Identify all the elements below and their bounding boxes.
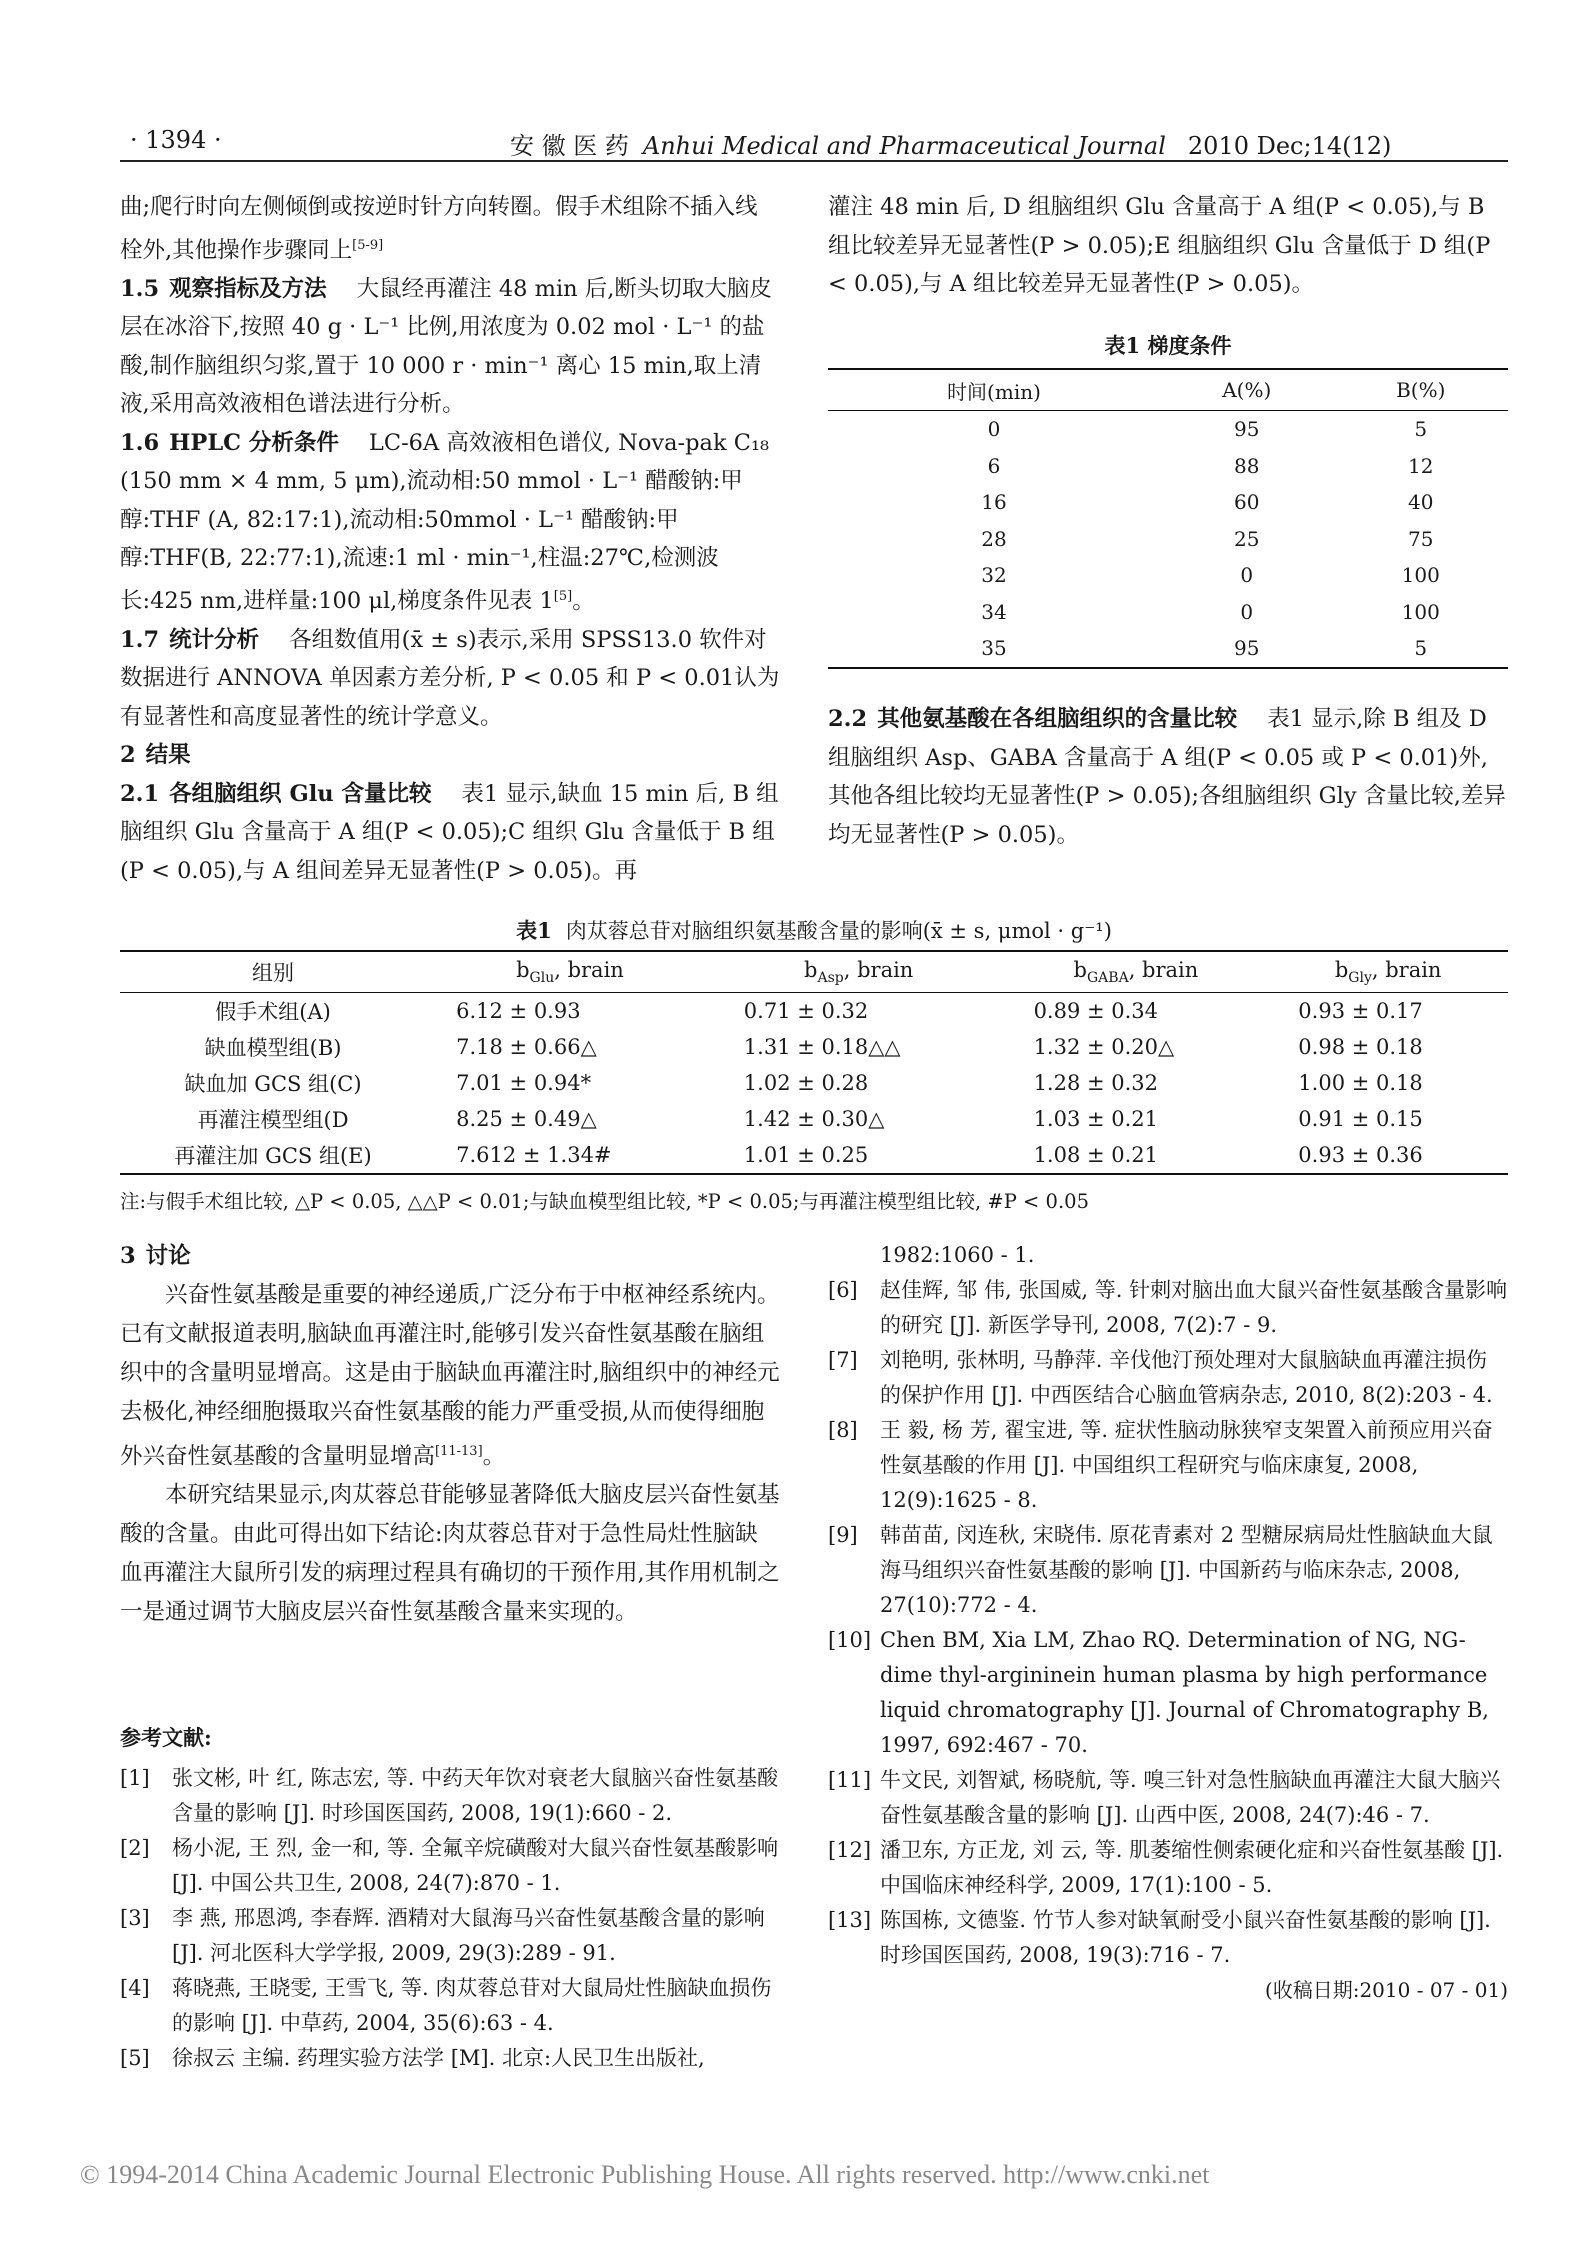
citation: [5-9]	[352, 237, 384, 253]
table-cell: 16	[981, 490, 1007, 515]
reference-number: [3]	[120, 1906, 150, 1930]
table-cell: 1.08 ± 0.21	[1004, 1137, 1269, 1174]
reference-item	[828, 1833, 1508, 1903]
section-title: 观察指标及方法	[169, 275, 327, 302]
table-cell: 0.91 ± 0.15	[1298, 1107, 1423, 1131]
reference-number: [4]	[120, 1976, 150, 2000]
table-row	[828, 411, 1508, 448]
table-cell: 0.98 ± 0.18	[1298, 1035, 1423, 1059]
table-note: 注:与假手术组比较, △P < 0.05, △△P < 0.01;与缺血模型组比较, *P < 0.05;与再灌注模型组比较, #P < 0.05	[120, 1190, 1089, 1213]
reference-item	[828, 1623, 1508, 1763]
reference-text: 李 燕, 邢恩鸿, 李春辉. 酒精对大鼠海马兴奋性氨基酸含量的影响 [J]. 河北医科大学学报, 2009, 29(3):289 - 91.	[172, 1906, 765, 1965]
column-header: $b_{Glu}$, brain	[426, 951, 714, 993]
table-row	[120, 1029, 1508, 1065]
column-header: B(%)	[1334, 369, 1508, 411]
reference-text: 徐叔云 主编. 药理实验方法学 [M]. 北京:人民卫生出版社,	[172, 2046, 705, 2070]
section-1-5	[120, 270, 780, 424]
table-row	[120, 1137, 1508, 1174]
reference-item	[120, 1761, 780, 1831]
reference-item	[828, 1413, 1508, 1518]
table-cell: 1.42 ± 0.30△	[743, 1107, 885, 1131]
reference-text: Chen BM, Xia LM, Zhao RQ. Determination of NG, NG-dime thyl-argininein human plasma by high performance liquid chromatography [J]. Journal of Chromatography B, 1997, 692:467 - 70.	[880, 1628, 1489, 1757]
references-left	[120, 1720, 780, 2076]
discussion-paragraph-1: 兴奋性氨基酸是重要的神经递质,广泛分布于中枢神经系统内。已有文献报道表明,脑缺血再灌注时,能够引发兴奋性氨基酸在脑组织中的含量明显增高。这是由于脑缺血再灌注时,脑组织中的神经元去极化,神经细胞摄取兴奋性氨基酸的能力严重受损,从而使得细胞外兴奋性氨基酸的含量明显增高[11-13]。	[120, 1281, 780, 1469]
paragraph-text: 兴奋性氨基酸是重要的神经递质,广泛分布于中枢神经系统内。已有文献报道表明,脑缺血再灌注时,能够引发兴奋性氨基酸在脑组织中的含量明显增高。这是由于脑缺血再灌注时,脑组织中的神经元去极化,神经细胞摄取兴奋性氨基酸的能力严重受损,从而使得细胞外兴奋性氨基酸的含量明显增高	[120, 1281, 780, 1469]
table-row	[828, 521, 1508, 558]
reference-item	[120, 1901, 780, 1971]
reference-text: 刘艳明, 张林明, 马静萍. 辛伐他汀预处理对大鼠脑缺血再灌注损伤的保护作用 [J]. 中西医结合心脑血管病杂志, 2010, 8(2):203 - 4.	[880, 1348, 1493, 1407]
reference-number: [7]	[828, 1348, 858, 1372]
table-number: 表1	[516, 918, 552, 943]
table-row	[828, 557, 1508, 594]
reference-number: [13]	[828, 1908, 872, 1932]
table-cell: 1.02 ± 0.28	[743, 1071, 869, 1095]
table-cell: 0.93 ± 0.36	[1268, 1137, 1508, 1174]
received-date: (收稿日期:2010 - 07 - 01)	[1264, 1978, 1508, 2002]
table-cell: 34	[981, 599, 1007, 624]
table-cell: 7.18 ± 0.66△	[456, 1035, 597, 1059]
gradient-table	[828, 368, 1508, 669]
table-cell: 6	[987, 453, 1001, 478]
page-number: · 1394 ·	[130, 126, 222, 154]
table-cell: 28	[981, 526, 1007, 551]
section-title: 各组脑组织 Glu 含量比较	[169, 780, 432, 807]
table-cell: 75	[1408, 526, 1434, 551]
reference-item	[828, 1273, 1508, 1343]
reference-item	[828, 1763, 1508, 1833]
table-cell: 1.03 ± 0.21	[1033, 1107, 1159, 1131]
journal-title-cn: 安 徽 医 药	[510, 132, 629, 160]
table-cell: 32	[981, 563, 1007, 588]
section-number: 1.5	[120, 275, 160, 302]
section-text: LC-6A 高效液相色谱仪, Nova-pak C₁₈ (150 mm × 4 mm, 5 μm),流动相:50 mmol · L⁻¹ 醋酸钠:甲醇:THF (A, 82:17:1),流动相:50mmol · L⁻¹ 醋酸钠:甲醇:THF(B, 22:77:1),流速:1 ml · min⁻¹,柱温:27℃,检测波长:425 nm,进样量:100 μl,梯度条件见表 1	[120, 429, 770, 614]
table-cell: 5	[1334, 630, 1508, 668]
table-cell: 0	[1240, 563, 1254, 588]
table-row	[120, 993, 1508, 1030]
citation: [11-13]	[435, 1443, 483, 1459]
table-cell: 7.01 ± 0.94*	[456, 1071, 592, 1095]
table-cell: 1.32 ± 0.20△	[1033, 1035, 1175, 1059]
table-cell: 6.12 ± 0.93	[456, 999, 581, 1023]
section-2-2	[828, 700, 1508, 854]
table-cell: 再灌注加 GCS 组(E)	[120, 1137, 426, 1174]
table-cell: 1.28 ± 0.32	[1033, 1071, 1159, 1095]
section-1-6: 1.6 HPLC 分析条件 LC-6A 高效液相色谱仪, Nova-pak C₁₈ (150 mm × 4 mm, 5 μm),流动相:50 mmol · L⁻¹ 醋酸钠:甲醇:THF (A, 82:17:1),流动相:50mmol · L⁻¹ 醋酸钠:甲醇:THF(B, 22:77:1),流速:1 ml · min⁻¹,柱温:27℃,检测波长:425 nm,进样量:100 μl,梯度条件见表 1[5]。	[120, 429, 770, 614]
issue-date: 2010 Dec;14(12)	[1187, 132, 1392, 160]
section-2	[120, 736, 780, 775]
discussion-paragraph-2: 本研究结果显示,肉苁蓉总苷能够显著降低大脑皮层兴奋性氨基酸的含量。由此可得出如下结论:肉苁蓉总苷对于急性局灶性脑缺血再灌注大鼠所引发的病理过程具有确切的干预作用,其作用机制之一是通过调节大脑皮层兴奋性氨基酸含量来实现的。	[120, 1482, 780, 1625]
section-number: 2.1	[120, 780, 160, 807]
table-row	[120, 1101, 1508, 1137]
journal-title-en: Anhui Medical and Pharmaceutical Journal	[642, 132, 1166, 160]
table-cell: 88	[1234, 453, 1260, 478]
table-cell: 12	[1408, 453, 1434, 478]
reference-item	[828, 1343, 1508, 1413]
table-cell: 60	[1234, 490, 1260, 515]
section-number: 3	[120, 1243, 136, 1269]
table1-caption: 表1 梯度条件	[1104, 333, 1232, 358]
table-cell: 5	[1414, 417, 1428, 442]
table-cell: 25	[1234, 526, 1260, 551]
table-row	[120, 1065, 1508, 1101]
table-cell: 1.01 ± 0.25	[714, 1137, 1004, 1174]
column-header: $b_{Gly}$, brain	[1268, 951, 1508, 993]
column-header: $b_{GABA}$, brain	[1004, 951, 1269, 993]
reference-continuation: 1982:1060 - 1.	[880, 1243, 1035, 1267]
reference-item	[120, 2041, 780, 2076]
reference-item	[828, 1903, 1508, 1973]
reference-number: [1]	[120, 1766, 150, 1790]
reference-number: [2]	[120, 1836, 150, 1860]
paragraph-continuation	[120, 188, 780, 270]
column-header: $b_{Asp}$, brain	[714, 951, 1004, 993]
table-cell: 再灌注模型组(D	[197, 1108, 349, 1132]
right-column-text	[828, 188, 1508, 304]
column-header: A(%)	[1160, 369, 1334, 411]
references-title: 参考文献:	[120, 1725, 212, 1750]
section-title: HPLC 分析条件	[169, 429, 339, 456]
table-cell: 1.31 ± 0.18△△	[743, 1035, 901, 1059]
discussion-section	[120, 1237, 780, 1632]
header-rule	[120, 160, 1508, 162]
section-text: 大鼠经再灌注 48 min 后,断头切取大脑皮层在冰浴下,按照 40 g · L⁻¹ 比例,用浓度为 0.02 mol · L⁻¹ 的盐酸,制作脑组织匀浆,置于 10 000 r · min⁻¹ 离心 15 min,取上清液,采用高效液相色谱法进行分析。	[120, 275, 772, 417]
table-cell: 100	[1401, 599, 1440, 624]
journal-title	[510, 126, 1391, 161]
paragraph-continuation: 灌注 48 min 后, D 组脑组织 Glu 含量高于 A 组(P < 0.05),与 B 组比较差异无显著性(P > 0.05);E 组脑组织 Glu 含量低于 D 组(P < 0.05),与 A 组比较差异无显著性(P > 0.05)。	[828, 194, 1491, 297]
section-text: 各组数值用(x̄ ± s)表示,采用 SPSS13.0 软件对数据进行 ANNOVA 单因素方差分析, P < 0.05 和 P < 0.01认为有显著性和高度显著性的统计学意义。	[120, 626, 780, 730]
reference-text: 牛文民, 刘智斌, 杨晓航, 等. 嗅三针对急性脑缺血再灌注大鼠大脑兴奋性氨基酸含量的影响 [J]. 山西中医, 2008, 24(7):46 - 7.	[880, 1768, 1501, 1827]
section-number: 1.7	[120, 626, 160, 653]
section-title: 讨论	[145, 1243, 191, 1269]
paragraph-text: 曲;爬行时向左侧倾倒或按逆时针方向转圈。假手术组除不插入线栓外,其他操作步骤同上	[120, 194, 758, 263]
section-number: 2.2	[828, 706, 868, 732]
section-number: 2	[120, 742, 136, 768]
reference-text: 赵佳辉, 邹 伟, 张国威, 等. 针刺对脑出血大鼠兴奋性氨基酸含量影响的研究 [J]. 新医学导刊, 2008, 7(2):7 - 9.	[880, 1278, 1508, 1337]
reference-item	[120, 1831, 780, 1901]
copyright-footer: © 1994-2014 China Academic Journal Electronic Publishing House. All rights reserved. http://www.cnki.net	[80, 2160, 1210, 2189]
citation: [5]	[553, 588, 573, 604]
reference-number: [11]	[828, 1768, 872, 1792]
table-cell: 8.25 ± 0.49△	[456, 1107, 597, 1131]
table-cell: 1.00 ± 0.18	[1298, 1071, 1423, 1095]
table-cell: 缺血加 GCS 组(C)	[184, 1072, 362, 1096]
section-title: 统计分析	[169, 626, 260, 653]
table-row	[828, 594, 1508, 631]
reference-text: 杨小泥, 王 烈, 金一和, 等. 全氟辛烷磺酸对大鼠兴奋性氨基酸影响 [J]. 中国公共卫生, 2008, 24(7):870 - 1.	[172, 1836, 779, 1895]
table-cell: 95	[1234, 417, 1260, 442]
table-cell: 0	[1240, 599, 1254, 624]
table-cell: 缺血模型组(B)	[204, 1036, 342, 1060]
table-cell: 0	[987, 417, 1001, 442]
reference-number: [9]	[828, 1523, 858, 1547]
reference-text: 蒋晓燕, 王晓雯, 王雪飞, 等. 肉苁蓉总苷对大鼠局灶性脑缺血损伤的影响 [J]. 中草药, 2004, 35(6):63 - 4.	[172, 1976, 772, 2035]
table-cell: 35	[828, 630, 1160, 668]
section-number: 1.6	[120, 429, 160, 456]
table-cell: 0.89 ± 0.34	[1033, 999, 1159, 1023]
table-cell: 95	[1160, 630, 1334, 668]
section-text: 表1 显示,缺血 15 min 后, B 组脑组织 Glu 含量高于 A 组(P < 0.05);C 组织 Glu 含量低于 B 组(P < 0.05),与 A 组间差异无显著性(P > 0.05)。再	[120, 780, 779, 884]
section-title: 其他氨基酸在各组脑组织的含量比较	[877, 706, 1238, 732]
section-text: 表1 显示,除 B 组及 D 组脑组织 Asp、GABA 含量高于 A 组(P < 0.05 或 P < 0.01)外,其他各组比较均无显著性(P > 0.05);各组脑组织 Gly 含量比较,差异均无显著性(P > 0.05)。	[828, 706, 1506, 848]
table-cell: 0.93 ± 0.17	[1298, 999, 1423, 1023]
reference-number: [10]	[828, 1628, 872, 1652]
table-cell: 假手术组(A)	[215, 1000, 331, 1024]
table-row	[828, 448, 1508, 485]
reference-text: 潘卫东, 方正龙, 刘 云, 等. 肌萎缩性侧索硬化症和兴奋性氨基酸 [J]. 中国临床神经科学, 2009, 17(1):100 - 5.	[880, 1838, 1504, 1897]
table-row	[828, 630, 1508, 668]
reference-item	[828, 1518, 1508, 1623]
reference-text: 张文彬, 叶 红, 陈志宏, 等. 中药天年饮对衰老大鼠脑兴奋性氨基酸含量的影响 [J]. 时珍国医国药, 2008, 19(1):660 - 2.	[172, 1766, 779, 1825]
column-header: 时间(min)	[828, 369, 1160, 411]
references-right	[828, 1238, 1508, 2008]
table-cell: 40	[1408, 490, 1434, 515]
reference-number: [5]	[120, 2046, 150, 2070]
reference-text: 陈国栋, 文德鉴. 竹节人参对缺氧耐受小鼠兴奋性氨基酸的影响 [J]. 时珍国医国药, 2008, 19(3):716 - 7.	[880, 1908, 1491, 1967]
table2-caption	[120, 915, 1508, 945]
column-header: 组别	[120, 951, 426, 993]
left-column-text	[120, 188, 780, 890]
page-header	[120, 118, 1508, 162]
section-1-7	[120, 621, 780, 737]
table-cell: 7.612 ± 1.34#	[426, 1137, 714, 1174]
section-title: 结果	[145, 742, 191, 768]
reference-item	[120, 1971, 780, 2041]
amino-acid-table	[120, 950, 1508, 1175]
reference-number: [8]	[828, 1418, 858, 1442]
table-cell: 100	[1401, 563, 1440, 588]
reference-text: 王 毅, 杨 芳, 翟宝进, 等. 症状性脑动脉狭窄支架置入前预应用兴奋性氨基酸的作用 [J]. 中国组织工程研究与临床康复, 2008, 12(9):1625 - 8.	[880, 1418, 1493, 1512]
section-2-1	[120, 775, 780, 891]
reference-number: [6]	[828, 1278, 858, 1302]
reference-text: 韩苗苗, 闵连秋, 宋晓伟. 原花青素对 2 型糖尿病局灶性脑缺血大鼠海马组织兴奋性氨基酸的影响 [J]. 中国新药与临床杂志, 2008, 27(10):772 - 4.	[880, 1523, 1493, 1617]
table-row	[828, 484, 1508, 521]
table-title: 肉苁蓉总苷对脑组织氨基酸含量的影响(x̄ ± s, μmol · g⁻¹)	[565, 919, 1112, 943]
table-cell: 0.71 ± 0.32	[743, 999, 869, 1023]
reference-number: [12]	[828, 1838, 872, 1862]
